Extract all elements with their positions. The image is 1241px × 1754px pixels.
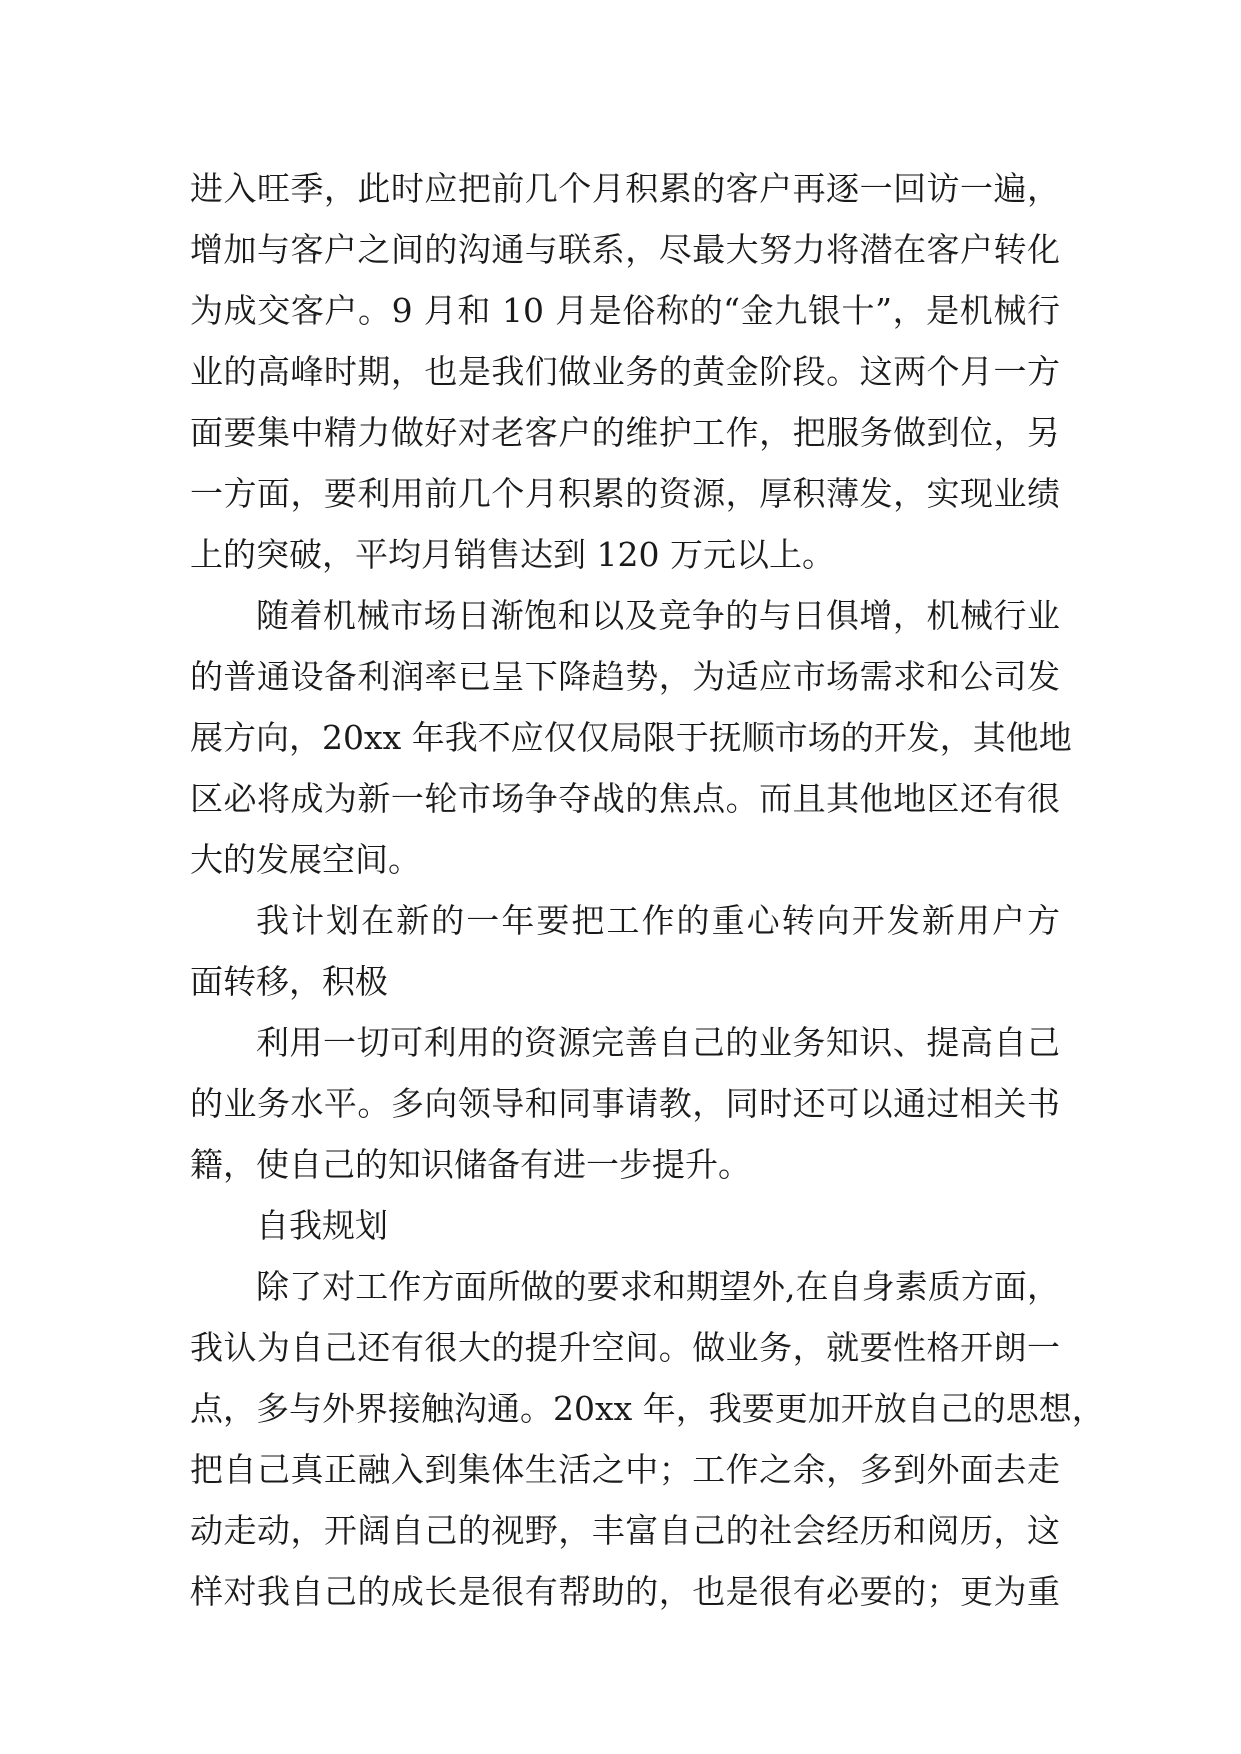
text-line: 的业务水平。多向领导和同事请教，同时还可以通过相关书: [190, 1084, 1060, 1123]
text-line: 籍，使自己的知识储备有进一步提升。: [190, 1145, 751, 1184]
text-line: 上的突破，平均月销售达到 120 万元以上。: [190, 535, 835, 574]
text-line: 把自己真正融入到集体生活之中；工作之余，多到外面去走: [190, 1450, 1060, 1489]
text-line: 进入旺季，此时应把前几个月积累的客户再逐一回访一遍，: [190, 169, 1060, 208]
text-line: 我认为自己还有很大的提升空间。做业务，就要性格开朗一: [190, 1328, 1060, 1367]
text-line: 我计划在新的一年要把工作的重心转向开发新用户方: [256, 901, 1060, 940]
document-body: [190, 158, 1105, 1622]
text-line: 的普通设备利润率已呈下降趋势，为适应市场需求和公司发: [190, 657, 1060, 696]
text-line: 展方向，20xx 年我不应仅仅局限于抚顺市场的开发，其他地: [190, 718, 1072, 757]
text-line: 面要集中精力做好对老客户的维护工作，把服务做到位，另: [190, 413, 1060, 452]
text-line: 为成交客户。9 月和 10 月是俗称的“金九银十”，是机械行: [190, 291, 1060, 330]
text-line: 增加与客户之间的沟通与联系，尽最大努力将潜在客户转化: [190, 230, 1060, 269]
text-line: 随着机械市场日渐饱和以及竞争的与日俱增，机械行业: [256, 596, 1060, 635]
text-line: 业的高峰时期，也是我们做业务的黄金阶段。这两个月一方: [190, 352, 1060, 391]
text-line: 利用一切可利用的资源完善自己的业务知识、提高自己: [256, 1023, 1060, 1062]
text-line: 大的发展空间。: [190, 840, 421, 879]
text-line: 样对我自己的成长是很有帮助的，也是很有必要的；更为重: [190, 1572, 1060, 1611]
section-heading: 自我规划: [256, 1206, 388, 1245]
text-line: 一方面，要利用前几个月积累的资源，厚积薄发，实现业绩: [190, 474, 1060, 513]
text-line: 点，多与外界接触沟通。20xx 年，我要更加开放自己的思想，: [190, 1389, 1105, 1428]
text-line: 面转移，积极: [190, 962, 388, 1001]
text-line: 区必将成为新一轮市场争夺战的焦点。而且其他地区还有很: [190, 779, 1060, 818]
text-line: 动走动，开阔自己的视野，丰富自己的社会经历和阅历，这: [190, 1511, 1060, 1550]
text-line: 除了对工作方面所做的要求和期望外,在自身素质方面，: [256, 1267, 1060, 1306]
